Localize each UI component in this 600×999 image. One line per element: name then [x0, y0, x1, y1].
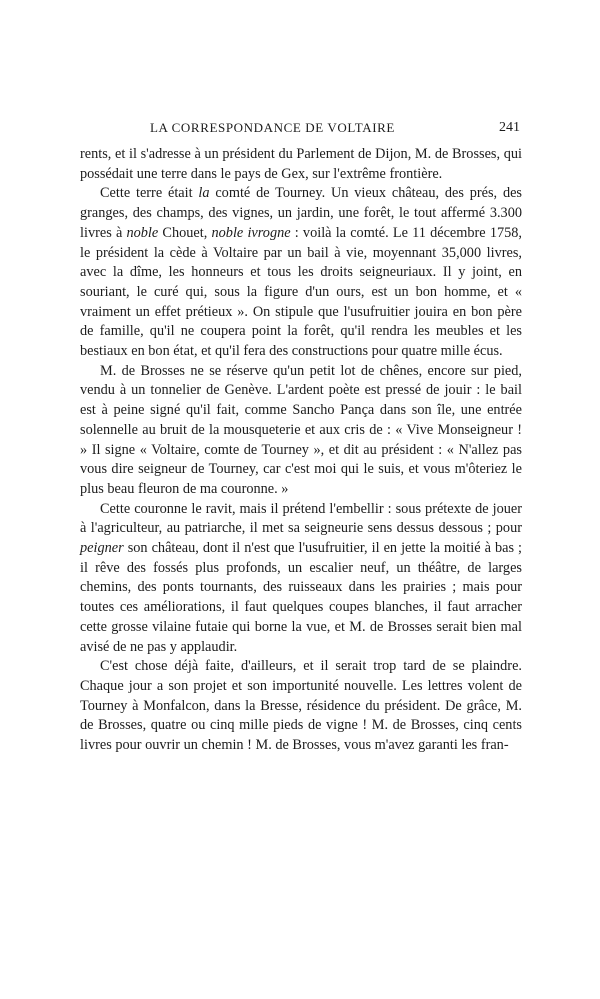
text-run: Cette couronne le ravit, mais il prétend l'embellir : sous prétexte de jouer à l'agriculteur, au patriarche, il met sa seigneurie sens dessus dessous ; pour: [80, 500, 522, 537]
text-run: Chouet,: [158, 224, 212, 241]
page-number: 241: [499, 120, 520, 135]
text-run: son château, dont il n'est que l'usufruitier, il en jette la moitié à bas ; il rêve des fossés plus profonds, un escalier neuf, un théâtre, de larges chemins, des ponts tournants, des ruisseaux dans les prairies ; mais pour toutes ces améliorations, il faut quelques coupes blanches, il faut arracher cette grosse vilaine futaie qui borne la vue, et M. de Brosses serait bien mal avisé de ne pas y applaudir.: [80, 540, 522, 655]
text-run: rents, et il s'adresse à un président du Parlement de Dijon, M. de Brosses, qui possédait une terre dans le pays de Gex, sur l'extrême frontière.: [80, 146, 522, 182]
italic-run: noble: [126, 224, 159, 241]
italic-run: noble ivrogne: [211, 224, 291, 241]
text-run: C'est chose déjà faite, d'ailleurs, et il serait trop tard de se plaindre. Chaque jour a son projet et son importunité nouvelle. Les lettres volent de Tourney à Monfalcon, dans la Bresse, résidence du président. De grâce, M. de Brosses, quatre ou cinq mille pieds de vigne ! M. de Brosses, cinq cents livres pour ouvrir un chemin ! M. de Brosses, vous m'avez garanti les fran-: [80, 658, 522, 754]
paragraph: [80, 657, 522, 756]
running-title: LA CORRESPONDANCE DE VOLTAIRE: [150, 120, 395, 135]
page-header: [80, 120, 520, 140]
italic-run: peigner: [80, 540, 124, 557]
text-run: comté de Tourney. Un vieux château, des prés, des granges, des champs, des vignes, un jardin, une forêt, le tout affermé 3.300 livres à: [80, 185, 523, 241]
text-run: M. de Brosses ne se réserve qu'un petit lot de chênes, encore sur pied, vendu à un tonnelier de Genève. L'ardent poète est pressé de jouir : le bail est à peine signé qu'il fait, comme Sancho Pança dans son île, une entrée solennelle au bruit de la mousqueterie et aux cris de : « Vive Monseigneur ! » Il signe « Voltaire, comte de Tourney », et dit au président : « N'allez pas vous dire seigneur de Tourney, car c'est moi qui le suis, et vous m'ôteriez le plus beau fleuron de ma couronne. »: [80, 362, 522, 497]
text-run: Cette terre était: [100, 185, 199, 202]
paragraph: [80, 362, 522, 500]
body-text: [80, 145, 522, 756]
paragraph: [80, 500, 522, 658]
paragraph: [80, 145, 522, 184]
text-run: : voilà la comté. Le 11 décembre 1758, le président la cède à Voltaire par un bail à vie, moyennant 35,000 livres, avec la dîme, les honneurs et tous les droits seigneuriaux. Il y joint, en souriant, le curé qui, sous la figure d'un ours, est un bon homme, et « vraiment un effet prétieux ». On stipule que l'usufruitier jouira en bon père de famille, qu'il ne coupera point la forêt, qu'il rendra les meubles et les bestiaux en bon état, et qu'il fera des constructions pour quatre mille écus.: [80, 224, 523, 360]
paragraph: [80, 184, 522, 361]
italic-run: la: [198, 185, 210, 202]
